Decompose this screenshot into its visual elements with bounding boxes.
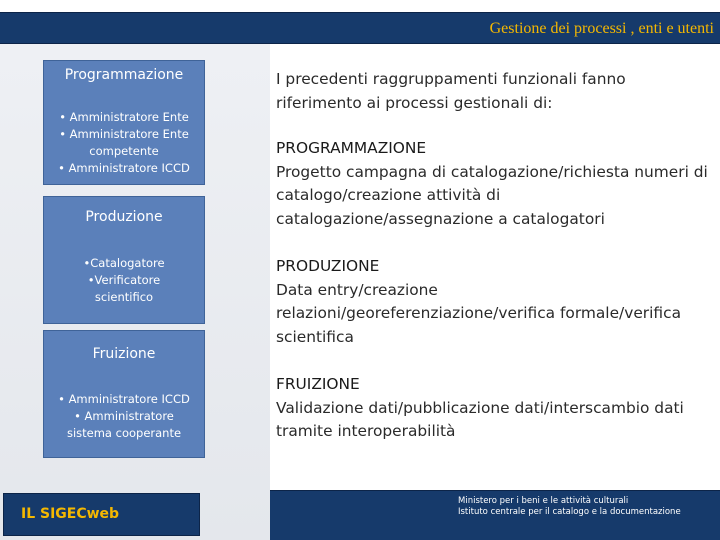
box-item: • Amministratore ICCD [58, 392, 190, 406]
box-items [44, 255, 204, 306]
box-item: • Amministratore Ente [59, 110, 189, 124]
section-produzione [276, 255, 716, 349]
main-content [276, 68, 716, 468]
box-title: Produzione [85, 209, 163, 225]
box-item: sistema cooperante [66, 426, 182, 440]
section-heading: FRUIZIONE [276, 375, 360, 393]
section-text: Data entry/creazione relazioni/georeferenziazione/verifica formale/verifica scientifica [276, 280, 682, 346]
brand-label: IL SIGECweb [21, 506, 120, 522]
intro-text-end: gestionali di: [448, 93, 553, 112]
section-heading: PRODUZIONE [276, 257, 380, 275]
footer-line: Istituto centrale per il catalogo e la documentazione [458, 507, 681, 517]
box-item: •Catalogatore [83, 256, 165, 270]
section-text: Validazione dati/pubblicazione dati/interscambio dati tramite interoperabilità [276, 398, 684, 440]
intro-emphasis: processi [385, 93, 449, 112]
role-box-programmazione [43, 60, 205, 185]
section-text: Progetto campagna di catalogazione/richiesta numeri di catalogo/creazione attività di catalogazione/assegnazione a catalogatori [276, 162, 708, 228]
section-heading: PROGRAMMAZIONE [276, 139, 427, 157]
box-items [44, 109, 204, 177]
box-item: scientifico [94, 290, 154, 304]
box-item: competente [89, 144, 159, 158]
intro-text: I precedenti raggruppamenti funzionali fanno riferimento ai [276, 70, 626, 112]
box-item: • Amministratore Ente [59, 127, 189, 141]
box-title: Fruizione [92, 346, 156, 362]
footer-line: Ministero per i beni e le attività culturali [458, 496, 629, 506]
footer-bar [270, 490, 720, 540]
section-programmazione [276, 137, 716, 231]
box-items [44, 391, 204, 442]
box-item: • Amministratore [74, 409, 174, 423]
role-box-fruizione [43, 330, 205, 458]
header-bar [0, 12, 720, 44]
box-title: Programmazione [64, 67, 184, 83]
section-fruizione [276, 373, 716, 444]
box-item: • Amministratore ICCD [58, 161, 190, 175]
slide-title: Gestione dei processi , enti e utenti [489, 20, 714, 37]
footer-institution [458, 496, 681, 518]
intro-paragraph [276, 68, 716, 115]
top-stripe [0, 0, 720, 12]
brand-box [3, 493, 200, 536]
role-box-produzione [43, 196, 205, 324]
box-item: •Verificatore [87, 273, 161, 287]
